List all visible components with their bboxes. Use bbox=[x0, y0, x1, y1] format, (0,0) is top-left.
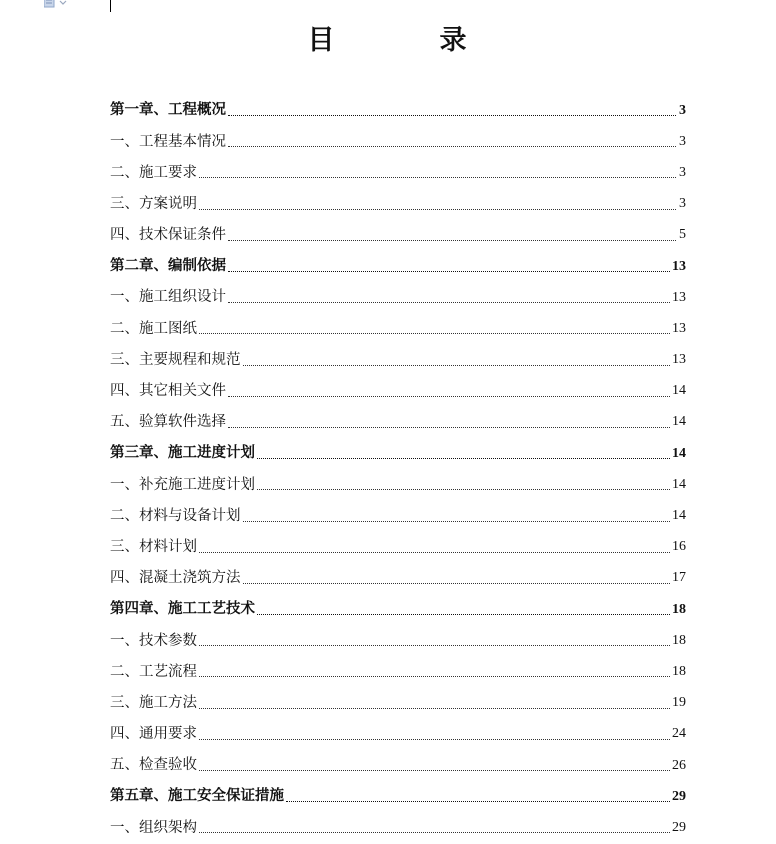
dot-leader bbox=[243, 583, 671, 584]
toc-page-number[interactable]: 19 bbox=[672, 695, 686, 711]
dot-leader bbox=[199, 739, 670, 740]
dot-leader bbox=[228, 115, 676, 116]
toc-page-number[interactable]: 3 bbox=[679, 196, 686, 212]
toc-section-entry[interactable] bbox=[110, 750, 686, 781]
dot-leader bbox=[243, 521, 671, 522]
toc-entry-label[interactable]: 二、材料与设备计划 bbox=[110, 507, 241, 524]
toc-section-entry[interactable] bbox=[110, 376, 686, 407]
dot-leader bbox=[199, 209, 676, 210]
toc-entry-label[interactable]: 四、通用要求 bbox=[110, 726, 197, 743]
title-char-2: 录 bbox=[439, 25, 469, 56]
toc-entry-label[interactable]: 一、组织架构 bbox=[110, 819, 197, 836]
toc-entry-label[interactable]: 五、验算软件选择 bbox=[110, 414, 226, 431]
toc-section-entry[interactable] bbox=[110, 189, 686, 220]
dot-leader bbox=[199, 645, 670, 646]
dot-leader bbox=[228, 302, 670, 303]
toc-entry-label[interactable]: 一、施工组织设计 bbox=[110, 289, 226, 306]
toc-section-entry[interactable] bbox=[110, 220, 686, 251]
toc-page-number[interactable]: 26 bbox=[672, 757, 686, 773]
dot-leader bbox=[199, 552, 670, 553]
toc-chapter-entry[interactable] bbox=[110, 251, 686, 282]
dot-leader bbox=[243, 365, 671, 366]
toc-entry-label[interactable]: 四、混凝土浇筑方法 bbox=[110, 570, 241, 587]
dot-leader bbox=[228, 271, 670, 272]
toc-entry-label[interactable]: 二、施工要求 bbox=[110, 164, 197, 181]
toc-page-number[interactable]: 14 bbox=[672, 476, 686, 492]
toc-section-entry[interactable] bbox=[110, 688, 686, 719]
toc-chapter-entry[interactable] bbox=[110, 95, 686, 126]
toc-entry-label[interactable]: 三、施工方法 bbox=[110, 694, 197, 711]
toc-entry-label[interactable]: 第三章、施工进度计划 bbox=[110, 444, 255, 462]
toc-page-number[interactable]: 29 bbox=[672, 819, 686, 835]
toc-chapter-entry[interactable] bbox=[110, 594, 686, 625]
dot-leader bbox=[286, 801, 670, 802]
toc-page-number[interactable]: 18 bbox=[672, 632, 686, 648]
toc-entry-label[interactable]: 第二章、编制依据 bbox=[110, 257, 226, 275]
toc-section-entry[interactable] bbox=[110, 345, 686, 376]
dot-leader bbox=[228, 240, 676, 241]
toc-section-entry[interactable] bbox=[110, 469, 686, 500]
toc-entry-label[interactable]: 第四章、施工工艺技术 bbox=[110, 600, 255, 618]
dot-leader bbox=[228, 427, 670, 428]
toc-page-number[interactable]: 3 bbox=[679, 164, 686, 180]
toc-page-number[interactable]: 14 bbox=[672, 445, 686, 461]
toc-page-number[interactable]: 16 bbox=[672, 539, 686, 555]
title-char-1: 目 bbox=[307, 25, 337, 56]
toc-section-entry[interactable] bbox=[110, 719, 686, 750]
toc-entry-label[interactable]: 第五章、施工安全保证措施 bbox=[110, 787, 284, 805]
toc-page-number[interactable]: 13 bbox=[672, 258, 686, 274]
toc-page-number[interactable]: 13 bbox=[672, 320, 686, 336]
toc-entry-label[interactable]: 一、补充施工进度计划 bbox=[110, 476, 255, 493]
toc-entry-label[interactable]: 五、检查验收 bbox=[110, 757, 197, 774]
dot-leader bbox=[257, 614, 670, 615]
toc-entry-label[interactable]: 四、其它相关文件 bbox=[110, 383, 226, 400]
toc-section-entry[interactable] bbox=[110, 282, 686, 313]
text-cursor bbox=[110, 0, 111, 12]
toc-page-number[interactable]: 5 bbox=[679, 227, 686, 243]
toc-page-number[interactable]: 24 bbox=[672, 726, 686, 742]
dot-leader bbox=[199, 333, 670, 334]
toc-chapter-entry[interactable] bbox=[110, 438, 686, 469]
toc-section-entry[interactable] bbox=[110, 563, 686, 594]
toc-section-entry[interactable] bbox=[110, 407, 686, 438]
dot-leader bbox=[199, 770, 670, 771]
toc-entry-label[interactable]: 二、施工图纸 bbox=[110, 320, 197, 337]
toc-section-entry[interactable] bbox=[110, 126, 686, 157]
dot-leader bbox=[257, 489, 670, 490]
toc-page-number[interactable]: 14 bbox=[672, 414, 686, 430]
toc-entry-label[interactable]: 三、材料计划 bbox=[110, 538, 197, 555]
toc-page-number[interactable]: 14 bbox=[672, 383, 686, 399]
dot-leader bbox=[228, 146, 676, 147]
toc-section-entry[interactable] bbox=[110, 625, 686, 656]
dot-leader bbox=[199, 177, 676, 178]
toc-entry-label[interactable]: 三、方案说明 bbox=[110, 195, 197, 212]
dot-leader bbox=[199, 708, 670, 709]
document-icon[interactable] bbox=[44, 0, 74, 6]
dot-leader bbox=[199, 676, 670, 677]
toc-entry-label[interactable]: 第一章、工程概况 bbox=[110, 101, 226, 119]
toc-entry-label[interactable]: 一、工程基本情况 bbox=[110, 133, 226, 150]
toc-section-entry[interactable] bbox=[110, 532, 686, 563]
dot-leader bbox=[228, 396, 670, 397]
dot-leader bbox=[199, 832, 670, 833]
toc-entry-label[interactable]: 二、工艺流程 bbox=[110, 663, 197, 680]
toc-page-number[interactable]: 18 bbox=[672, 601, 686, 617]
toc-page-number[interactable]: 13 bbox=[672, 289, 686, 305]
toc-page-number[interactable]: 14 bbox=[672, 508, 686, 524]
toc-page-number[interactable]: 3 bbox=[679, 133, 686, 149]
toc-page-number[interactable]: 29 bbox=[672, 788, 686, 804]
toc-entry-label[interactable]: 四、技术保证条件 bbox=[110, 227, 226, 244]
dot-leader bbox=[257, 458, 670, 459]
toc-section-entry[interactable] bbox=[110, 656, 686, 687]
toc-entry-label[interactable]: 三、主要规程和规范 bbox=[110, 351, 241, 368]
toc-page-number[interactable]: 18 bbox=[672, 663, 686, 679]
table-of-contents bbox=[110, 95, 686, 844]
toc-page-number[interactable]: 13 bbox=[672, 352, 686, 368]
toc-section-entry[interactable] bbox=[110, 157, 686, 188]
toc-page-number[interactable]: 3 bbox=[679, 102, 686, 118]
toc-section-entry[interactable] bbox=[110, 500, 686, 531]
toc-chapter-entry[interactable] bbox=[110, 781, 686, 812]
page-title bbox=[0, 18, 776, 58]
toc-page-number[interactable]: 17 bbox=[672, 570, 686, 586]
toc-section-entry[interactable] bbox=[110, 313, 686, 344]
toc-entry-label[interactable]: 一、技术参数 bbox=[110, 632, 197, 649]
